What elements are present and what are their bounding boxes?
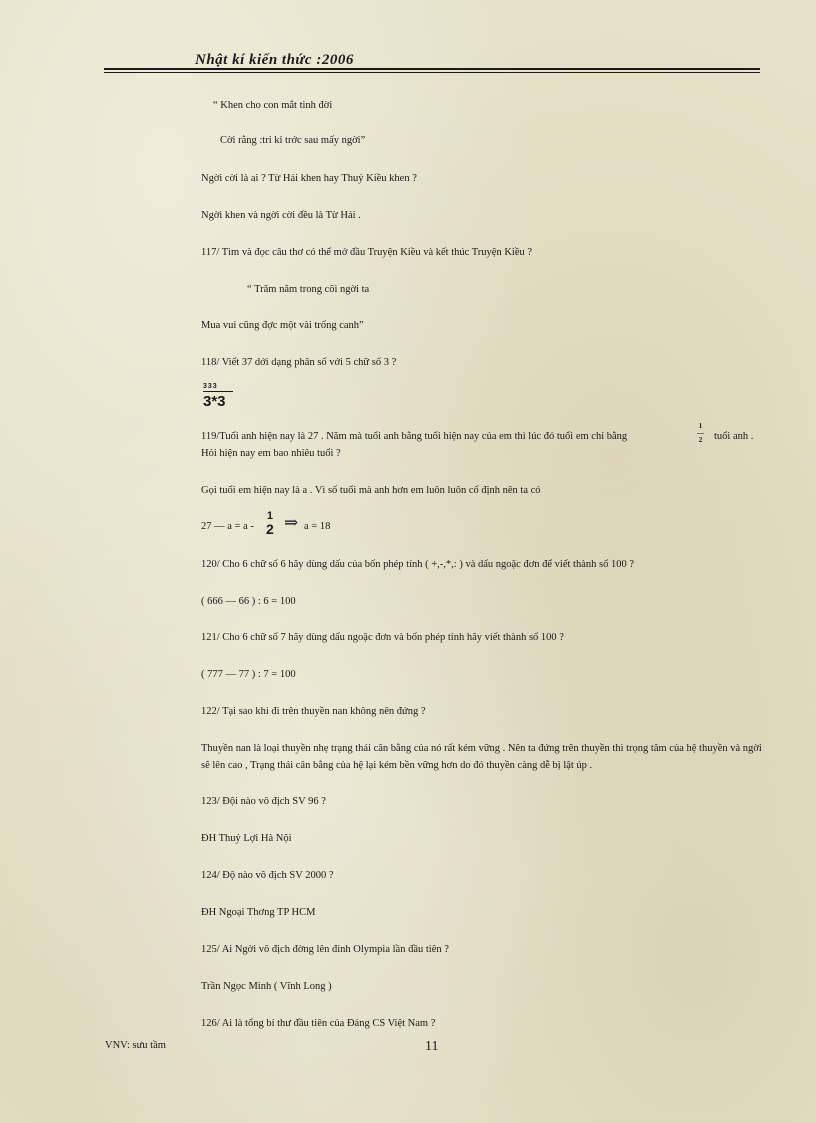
answer-124: ĐH Ngoại Thơng TP HCM [201, 907, 316, 918]
question-120: 120/ Cho 6 chữ số 6 hãy dùng dấu của bốn phép tính ( +,-,*,: ) và dấu ngoặc đơn để viết thành số 100 ? [201, 559, 634, 570]
question-118: 118/ Viết 37 dới dạng phân số với 5 chữ số 3 ? [201, 357, 397, 368]
question-122: 122/ Tại sao khi đi trên thuyền nan không nên đứng ? [201, 706, 426, 717]
question-121: 121/ Cho 6 chữ số 7 hãy dùng dấu ngoặc đơn và bốn phép tính hãy viết thành số 100 ? [201, 632, 564, 643]
poem-line-3: “ Trăm năm trong cõi ngời ta [247, 284, 370, 295]
answer-123: ĐH Thuỷ Lợi Hà Nội [201, 833, 292, 844]
fraction-denominator: 3*3 [203, 393, 226, 410]
question-123: 123/ Đội nào vô địch SV 96 ? [201, 796, 326, 807]
answer-line: Ngời khen và ngời cời đều là Từ Hải . [201, 210, 361, 221]
answer-119-intro: Gọi tuổi em hiện nay là a . Vì số tuổi mà anh hơn em luôn luôn cố định nên ta có [201, 485, 541, 496]
poem-line-4: Mua vui cũng đợc một vài trống canh” [201, 320, 364, 331]
answer-125: Trần Ngọc Minh ( Vĩnh Long ) [201, 981, 332, 992]
answer-121: ( 777 — 77 ) : 7 = 100 [201, 669, 296, 680]
question-line: Ngời cời là ai ? Từ Hải khen hay Thuý Kiều khen ? [201, 173, 417, 184]
question-124: 124/ Độ nào vô địch SV 2000 ? [201, 870, 334, 881]
one-half-small: 1 — 2 [697, 422, 704, 444]
question-126: 126/ Ai là tổng bí thư đầu tiên của Đảng CS Việt Nam ? [201, 1018, 436, 1029]
fraction-bar [203, 391, 233, 392]
question-117: 117/ Tìm và đọc câu thơ có thể mở đầu Truyện Kiều và kết thúc Truyện Kiều ? [201, 247, 533, 258]
answer-122: Thuyền nan là loại thuyền nhẹ trạng thái cân bằng của nó rất kém vững . Nên ta đứng trên thuyền thì trọng tâm của hệ thuyền và ngời sẽ lên cao , Trạng thái cân bằng của hệ lại kém bền vững hơn do đó thuyền càng dễ bị lật úp . [201, 743, 762, 771]
question-119: 119/Tuổi anh hiện nay là 27 . Năm mà tuổi anh bằng tuổi hiện nay của em thì lúc đó tuổi em chỉ bằng [201, 431, 628, 442]
question-125: 125/ Ai Ngời vô địch đờng lên đỉnh Olympia lần đầu tiên ? [201, 944, 449, 955]
page-header-title: Nhật kí kiến thức :2006 [195, 52, 354, 68]
header-rule-thin [104, 72, 760, 73]
implies-arrow-icon: ⇒ [284, 513, 299, 532]
equation-result: a = 18 [304, 521, 331, 532]
poem-line-2: Cời rằng :tri kỉ trớc sau mấy ngời” [220, 135, 366, 146]
equation-left: 27 — a = a - [201, 521, 254, 532]
footer-credit: VNV: sưu tầm [105, 1040, 166, 1051]
fraction-numerator: 333 [203, 383, 218, 390]
question-119-tail: tuổi anh . [714, 431, 754, 442]
question-119-cont: Hỏi hiện nay em bao nhiêu tuổi ? [201, 448, 341, 459]
header-rule-thick [104, 68, 760, 70]
fraction-333-over-3x3 [203, 383, 233, 410]
one-half-fraction: 1 2 [266, 510, 274, 537]
poem-line-1: “ Khen cho con mắt tinh đời [213, 100, 333, 111]
answer-120: ( 666 — 66 ) : 6 = 100 [201, 596, 296, 607]
page-number: 11 [425, 1039, 439, 1054]
